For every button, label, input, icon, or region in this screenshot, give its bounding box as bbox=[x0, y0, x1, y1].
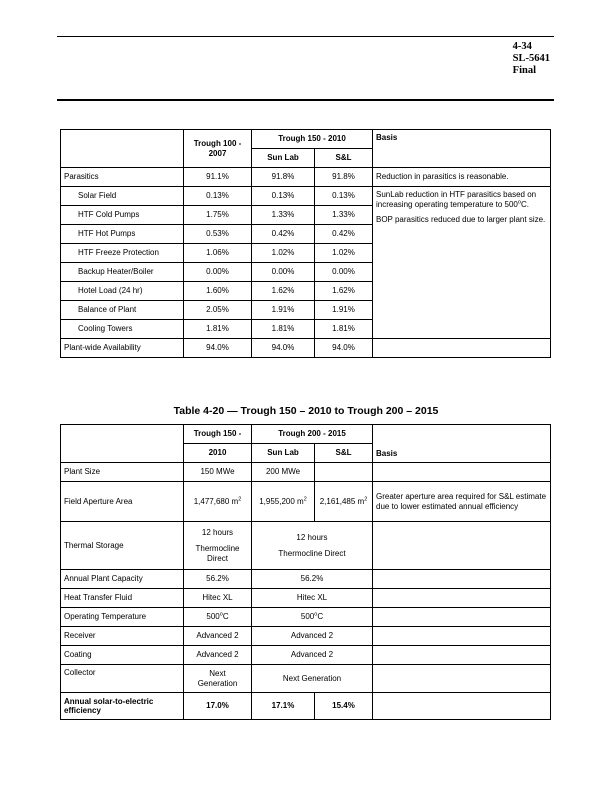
cell-value: 1.81% bbox=[252, 320, 315, 339]
cell-value: 200 MWe bbox=[252, 463, 315, 482]
aperture-value: 1,477,680 m bbox=[193, 496, 239, 506]
col-trough150-header: Trough 150 - 2010 bbox=[252, 130, 373, 149]
cell-value: 91.1% bbox=[184, 168, 252, 187]
cell-value: Next Generation bbox=[184, 665, 252, 693]
cell-value: Hitec XL bbox=[252, 589, 373, 608]
cell-value bbox=[184, 522, 252, 570]
row-label: Balance of Plant bbox=[61, 301, 184, 320]
cell-value: 1.02% bbox=[252, 244, 315, 263]
cell-value: 2.05% bbox=[184, 301, 252, 320]
cell-value: 0.00% bbox=[184, 263, 252, 282]
table-row bbox=[61, 463, 551, 482]
col-sl-header: S&L bbox=[315, 444, 373, 463]
col-2010-header: 2010 bbox=[184, 444, 252, 463]
cell-value: Advanced 2 bbox=[184, 646, 252, 665]
basis-notes-cell bbox=[373, 187, 551, 339]
basis-sunlab-unit: C. bbox=[520, 199, 529, 209]
empty-basis-cell bbox=[373, 608, 551, 627]
row-label: Hotel Load (24 hr) bbox=[61, 282, 184, 301]
cell-value bbox=[252, 608, 373, 627]
cell-value: 1.06% bbox=[184, 244, 252, 263]
row-label: Thermal Storage bbox=[61, 522, 184, 570]
empty-basis-cell bbox=[373, 665, 551, 693]
col-sunlab-header: Sun Lab bbox=[252, 149, 315, 168]
basis-parasitics: Reduction in parasitics is reasonable. bbox=[373, 168, 551, 187]
row-label: Operating Temperature bbox=[61, 608, 184, 627]
cell-value: 1.81% bbox=[184, 320, 252, 339]
header-bottom-rule bbox=[57, 99, 554, 101]
temp-unit: C bbox=[222, 612, 229, 622]
row-label: HTF Cold Pumps bbox=[61, 206, 184, 225]
page-number: 4-34 bbox=[512, 41, 532, 52]
table-row bbox=[61, 187, 551, 206]
basis-aperture: Greater aperture area required for S&L estimate due to lower estimated annual efficiency bbox=[373, 482, 551, 522]
trough-comparison-table bbox=[60, 424, 551, 720]
empty-basis-cell bbox=[373, 339, 551, 358]
cell-value: 0.53% bbox=[184, 225, 252, 244]
cell-value bbox=[252, 482, 315, 522]
temp-value: 500 bbox=[206, 612, 220, 622]
cell-value: 17.0% bbox=[184, 693, 252, 720]
cell-value: 1.02% bbox=[315, 244, 373, 263]
cell-value: Advanced 2 bbox=[184, 627, 252, 646]
cell-value: 0.00% bbox=[315, 263, 373, 282]
cell-value: 1.60% bbox=[184, 282, 252, 301]
cell-value bbox=[315, 482, 373, 522]
cell-value: 91.8% bbox=[252, 168, 315, 187]
cell-value bbox=[184, 608, 252, 627]
cell-value: 94.0% bbox=[315, 339, 373, 358]
cell-value bbox=[252, 522, 373, 570]
row-label: Plant Size bbox=[61, 463, 184, 482]
empty-basis-cell bbox=[373, 589, 551, 608]
cell-value bbox=[184, 482, 252, 522]
col-sl-header: S&L bbox=[315, 149, 373, 168]
temp-value: 500 bbox=[300, 612, 315, 622]
blank-header-cell bbox=[61, 130, 184, 168]
basis-sunlab bbox=[376, 190, 547, 209]
cell-value: 1.91% bbox=[252, 301, 315, 320]
row-label: HTF Hot Pumps bbox=[61, 225, 184, 244]
row-label: Field Aperture Area bbox=[61, 482, 184, 522]
col-trough100-header: Trough 100 - 2007 bbox=[184, 130, 252, 168]
cell-value: 0.13% bbox=[184, 187, 252, 206]
report-status: Final bbox=[512, 65, 536, 76]
cell-value: 1.75% bbox=[184, 206, 252, 225]
temp-unit: C bbox=[317, 612, 324, 622]
cell-value: 17.1% bbox=[252, 693, 315, 720]
cell-value: Next Generation bbox=[252, 665, 373, 693]
row-label: HTF Freeze Protection bbox=[61, 244, 184, 263]
row-label: Annual Plant Capacity bbox=[61, 570, 184, 589]
storage-type: Thermocline Direct bbox=[278, 549, 346, 558]
cell-value: 1.62% bbox=[315, 282, 373, 301]
degree-superscript: o bbox=[517, 198, 521, 205]
table2-caption: Table 4-20 — Trough 150 – 2010 to Trough 200 – 2015 bbox=[173, 405, 439, 417]
table-row bbox=[61, 646, 551, 665]
cell-value: 1.33% bbox=[252, 206, 315, 225]
cell-value: 150 MWe bbox=[184, 463, 252, 482]
cell-value: Hitec XL bbox=[184, 589, 252, 608]
unit-superscript: 2 bbox=[364, 496, 368, 503]
empty-basis-cell bbox=[373, 627, 551, 646]
table-row bbox=[61, 570, 551, 589]
unit-superscript: 2 bbox=[303, 496, 307, 503]
table-row bbox=[61, 522, 551, 570]
row-label: Plant-wide Availability bbox=[61, 339, 184, 358]
table-row bbox=[61, 589, 551, 608]
cell-value: Advanced 2 bbox=[252, 627, 373, 646]
row-label: Receiver bbox=[61, 627, 184, 646]
empty-basis-cell bbox=[373, 646, 551, 665]
storage-type: Thermocline Direct bbox=[195, 544, 240, 563]
basis-bop: BOP parasitics reduced due to larger plant size. bbox=[376, 215, 546, 224]
row-label: Collector bbox=[61, 665, 184, 693]
row-label: Annual solar-to-electric efficiency bbox=[61, 693, 184, 720]
table-row bbox=[61, 627, 551, 646]
storage-hours: 12 hours bbox=[201, 527, 234, 537]
cell-value: 0.42% bbox=[315, 225, 373, 244]
table-row bbox=[61, 482, 551, 522]
col-basis-header: Basis bbox=[373, 425, 551, 463]
cell-value: Advanced 2 bbox=[252, 646, 373, 665]
row-label: Coating bbox=[61, 646, 184, 665]
table-row bbox=[61, 665, 551, 693]
empty-basis-cell bbox=[373, 693, 551, 720]
empty-basis-cell bbox=[373, 570, 551, 589]
basis-sunlab-text: SunLab reduction in HTF parasitics based on increasing operating temperature to 500 bbox=[376, 190, 537, 209]
empty-cell bbox=[315, 463, 373, 482]
empty-basis-cell bbox=[373, 463, 551, 482]
cell-value: 1.33% bbox=[315, 206, 373, 225]
aperture-value: 1,955,200 m bbox=[259, 496, 304, 506]
row-label: Parasitics bbox=[61, 168, 184, 187]
page-header bbox=[513, 41, 550, 77]
header-top-rule bbox=[57, 36, 554, 37]
cell-value: 0.00% bbox=[252, 263, 315, 282]
aperture-value: 2,161,485 m bbox=[319, 496, 365, 506]
col-trough200-header: Trough 200 - 2015 bbox=[252, 425, 373, 444]
cell-value: 91.8% bbox=[315, 168, 373, 187]
cell-value: 1.62% bbox=[252, 282, 315, 301]
cell-value: 0.13% bbox=[315, 187, 373, 206]
col-sunlab-header: Sun Lab bbox=[252, 444, 315, 463]
cell-value: 56.2% bbox=[184, 570, 252, 589]
table-row bbox=[61, 168, 551, 187]
cell-value: 94.0% bbox=[184, 339, 252, 358]
row-label: Heat Transfer Fluid bbox=[61, 589, 184, 608]
row-label: Backup Heater/Boiler bbox=[61, 263, 184, 282]
cell-value: 1.81% bbox=[315, 320, 373, 339]
degree-superscript: o bbox=[219, 611, 223, 618]
blank-header-cell bbox=[61, 425, 184, 463]
row-label: Cooling Towers bbox=[61, 320, 184, 339]
report-id: SL-5641 bbox=[512, 53, 550, 64]
degree-superscript: o bbox=[314, 611, 318, 618]
cell-value: 1.91% bbox=[315, 301, 373, 320]
table-row bbox=[61, 693, 551, 720]
table-row bbox=[61, 339, 551, 358]
col-basis-header: Basis bbox=[373, 130, 551, 168]
cell-value: 94.0% bbox=[252, 339, 315, 358]
unit-superscript: 2 bbox=[238, 496, 242, 503]
storage-hours: 12 hours bbox=[296, 532, 328, 542]
table-row bbox=[61, 608, 551, 627]
cell-value: 56.2% bbox=[252, 570, 373, 589]
empty-basis-cell bbox=[373, 522, 551, 570]
parasitics-table bbox=[60, 129, 551, 358]
col-trough150-header: Trough 150 - bbox=[184, 425, 252, 444]
row-label: Solar Field bbox=[61, 187, 184, 206]
cell-value: 0.42% bbox=[252, 225, 315, 244]
cell-value: 0.13% bbox=[252, 187, 315, 206]
cell-value: 15.4% bbox=[315, 693, 373, 720]
